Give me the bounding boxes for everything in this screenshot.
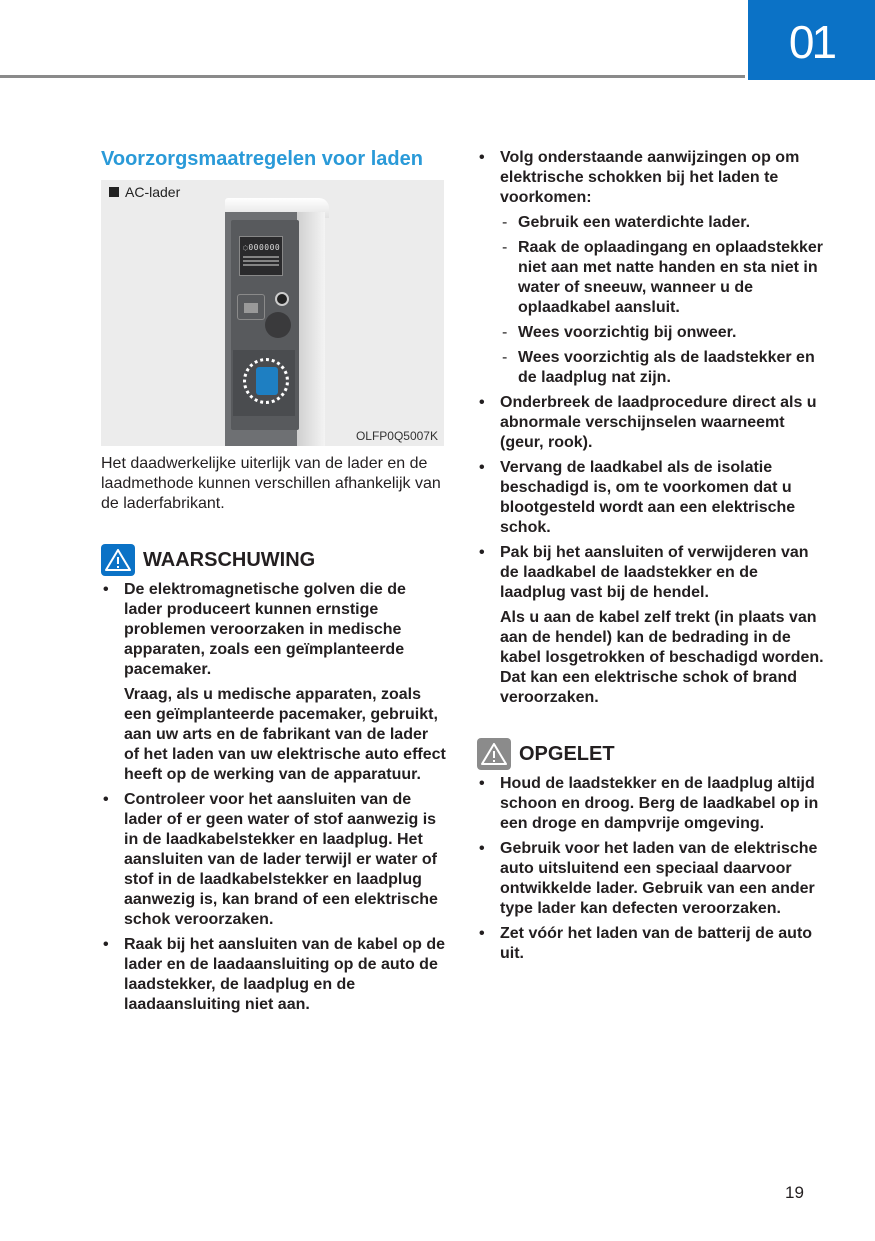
sub-list [500, 213, 827, 388]
list-item: • Controleer voor het aansluiten van de lader of er geen water of stof aanwezig is in de laadkabelstekker en laadplug. Het aansluiten van de lader terwijl er water of stof in de laadkabelstekker en laadplug aanwezig is, kan brand of een elektrische schok veroorzaken. [103, 791, 438, 928]
figure-label-text: AC-lader [125, 184, 181, 200]
left-column [101, 148, 446, 1020]
warning-header [101, 544, 446, 576]
list-item: • Raak bij het aansluiten van de kabel op de lader en de laadaansluiting op de auto de laadstekker, de laadplug en de laadaansluiting niet aan. [103, 936, 445, 1013]
sub-list-item: - Wees voorzichtig als de laadstekker en de laadplug nat zijn. [502, 349, 815, 386]
card-reader-icon [237, 294, 265, 320]
list-item: • Onderbreek de laadprocedure direct als u abnormale verschijnselen waarneemt (geur, rook). [479, 394, 817, 451]
charging-socket-icon [243, 358, 289, 404]
warning-list-continued [477, 148, 827, 708]
list-item: • Pak bij het aansluiten of verwijderen van de laadkabel de laadstekker en de laadplug vast bij de hendel. Als u aan de kabel zelf trekt (in plaats van aan de hendel) kan de bedrading in de kabel losgetrokken of beschadigd worden. Dat kan een elektrische schok of brand veroorzaken. [479, 544, 824, 706]
list-item: • Gebruik voor het laden van de elektrische auto uitsluitend een speciaal daarvoor ontwikkelde lader. Gebruik van een ander type lader kan defecten veroorzaken. [479, 840, 818, 917]
sub-list-item: - Raak de oplaadingang en oplaadstekker niet aan met natte handen en sta niet in water of sneeuw, wanneer u de oplaadkabel aansluit. [502, 239, 823, 316]
figure-code: OLFP0Q5007K [355, 429, 438, 443]
sub-list-item: - Gebruik een waterdichte lader. [502, 214, 751, 231]
caution-title: OPGELET [519, 742, 615, 765]
figure-caption: Het daadwerkelijke uiterlijk van de lader en de laadmethode kunnen verschillen afhankelijk van de laderfabrikant. [101, 455, 441, 512]
right-column [477, 148, 827, 969]
square-bullet-icon [109, 187, 119, 197]
charger-display-digits: ◌000000 [243, 243, 281, 252]
figure-label [109, 184, 180, 200]
list-item: • Volg onderstaande aanwijzingen op om elektrische schokken bij het laden te voorkomen: - Gebruik een waterdichte lader. - Raak de oplaadingang en oplaadstekker niet aan met natte handen en sta niet in water of sneeuw, wanneer u de oplaadkabel aansluit. - Wees voorzichtig bij onweer. - Wees voorzichtig als de laadstekker en de laadplug nat zijn. [477, 148, 827, 388]
chapter-tab: 01 [748, 0, 875, 80]
sub-list-item: - Wees voorzichtig bij onweer. [502, 324, 737, 341]
warning-list [101, 580, 446, 1015]
section-title: Voorzorgsmaatregelen voor laden [101, 148, 423, 170]
warning-title: WAARSCHUWING [143, 548, 316, 571]
list-item: • Vervang de laadkabel als de isolatie beschadigd is, om te voorkomen dat u blootgesteld wordt aan een elektrische schok. [479, 459, 796, 536]
list-item: • De elektromagnetische golven die de lader produceert kunnen ernstige problemen veroorzaken in medische apparaten, zoals een geïmplanteerde pacemaker. Vraag, als u medische apparaten, zoals een geïmplanteerde pacemaker, gebruikt, aan uw arts en de fabrikant van de lader of het laden van uw elektrische auto effect heeft op de werking van de apparatuur. [103, 581, 446, 783]
warning-triangle-icon [101, 544, 135, 576]
power-button-icon [275, 292, 289, 306]
list-item: • Houd de laadstekker en de laadplug altijd schoon en droog. Berg de laadkabel op in een droge en dampvrije omgeving. [479, 775, 819, 832]
emergency-knob-icon [265, 312, 291, 338]
page-number: 19 [785, 1183, 804, 1202]
ac-charger-illustration [225, 198, 325, 446]
caution-header [477, 738, 827, 770]
charger-display [239, 236, 283, 276]
caution-list [477, 774, 827, 964]
header-rule [0, 75, 745, 78]
caution-triangle-icon [477, 738, 511, 770]
list-item: • Zet vóór het laden van de batterij de auto uit. [479, 925, 813, 962]
charger-figure [101, 180, 444, 446]
